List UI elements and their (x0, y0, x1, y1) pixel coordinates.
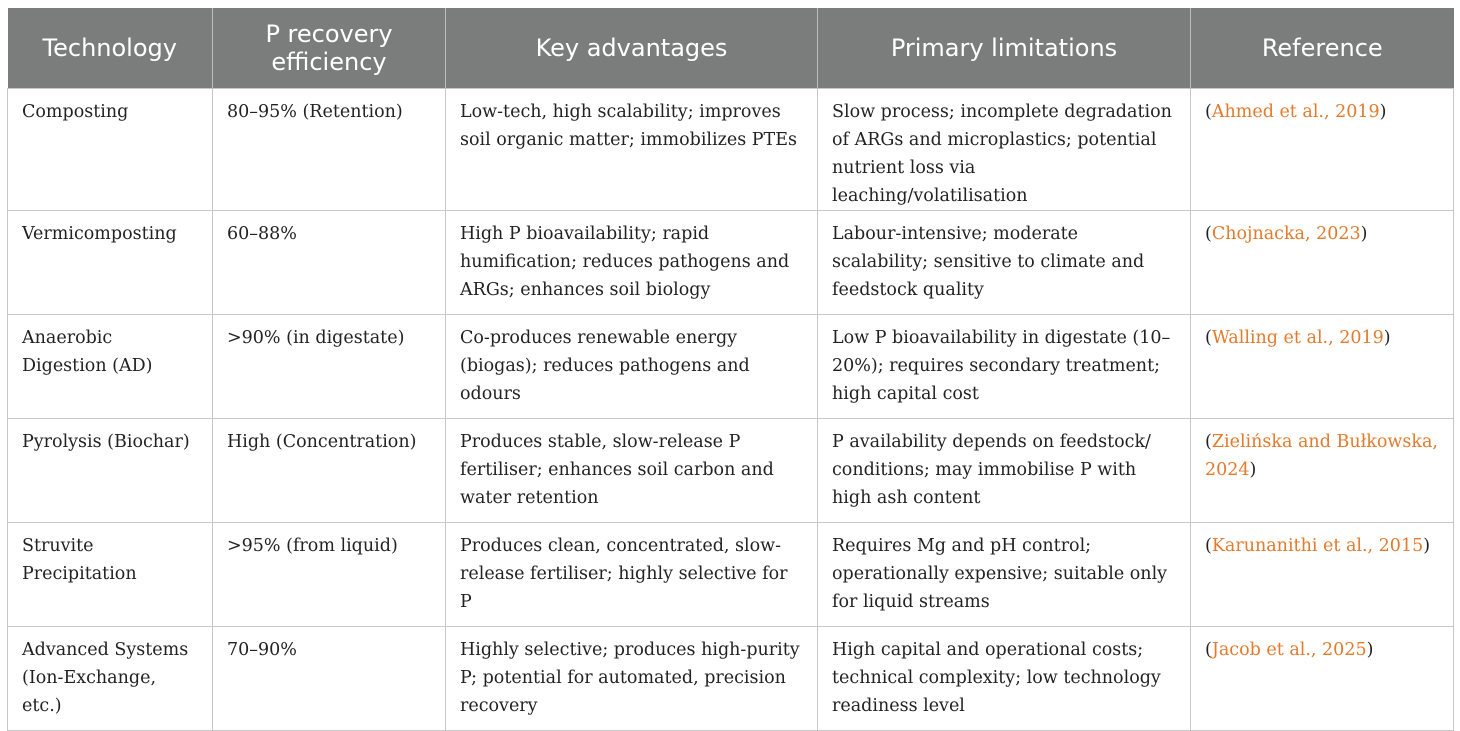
table-row (8, 418, 1454, 522)
cell-technology: Anaerobic Digestion (AD) (8, 314, 213, 418)
cell-advantages: Low-tech, high scalability; improves soil organic matter; immobilizes PTEs (446, 88, 818, 210)
technology-table-container (7, 8, 1453, 731)
cell-technology: Pyrolysis (Biochar) (8, 418, 213, 522)
cell-limitations: Slow process; incomplete degradation of ARGs and microplastics; potential nutrient loss via leaching/volatilisation (818, 88, 1191, 210)
cell-reference (1191, 88, 1454, 210)
cell-technology: Advanced Systems (Ion-Exchange, etc.) (8, 626, 213, 730)
cell-advantages: Highly selective; produces high-purity P; potential for automated, precision recovery (446, 626, 818, 730)
table-row (8, 88, 1454, 210)
reference-link[interactable]: Walling et al., 2019 (1211, 327, 1384, 348)
reference-open-paren: ( (1205, 535, 1212, 556)
reference-open-paren: ( (1205, 223, 1212, 244)
reference-link[interactable]: Zielińska and Bułkowska, 2024 (1205, 431, 1438, 480)
cell-efficiency: High (Concentration) (213, 418, 446, 522)
cell-reference (1191, 418, 1454, 522)
cell-advantages: Produces stable, slow-release P fertiliser; enhances soil carbon and water retention (446, 418, 818, 522)
cell-reference (1191, 626, 1454, 730)
cell-technology: Struvite Precipitation (8, 522, 213, 626)
reference-close-paren: ) (1366, 639, 1374, 660)
reference-close-paren: ) (1423, 535, 1431, 556)
cell-technology: Composting (8, 88, 213, 210)
cell-efficiency: 60–88% (213, 210, 446, 314)
reference-link[interactable]: Ahmed et al., 2019 (1211, 101, 1380, 122)
table-row (8, 522, 1454, 626)
cell-efficiency: >90% (in digestate) (213, 314, 446, 418)
table-header-row (8, 8, 1454, 88)
reference-open-paren: ( (1205, 431, 1212, 452)
reference-close-paren: ) (1360, 223, 1368, 244)
technology-comparison-table (7, 8, 1454, 731)
cell-limitations: Labour-intensive; moderate scalability; sensitive to climate and feedstock quality (818, 210, 1191, 314)
reference-close-paren: ) (1249, 459, 1257, 480)
table-row (8, 626, 1454, 730)
cell-efficiency: 70–90% (213, 626, 446, 730)
reference-link[interactable]: Jacob et al., 2025 (1211, 639, 1367, 660)
reference-close-paren: ) (1379, 101, 1387, 122)
table-row (8, 314, 1454, 418)
reference-open-paren: ( (1205, 101, 1212, 122)
cell-efficiency: 80–95% (Retention) (213, 88, 446, 210)
cell-advantages: Produces clean, concentrated, slow-release fertiliser; highly selective for P (446, 522, 818, 626)
cell-advantages: High P bioavailability; rapid humification; reduces pathogens and ARGs; enhances soil biology (446, 210, 818, 314)
header-technology: Technology (8, 8, 213, 88)
cell-limitations: Requires Mg and pH control; operationally expensive; suitable only for liquid streams (818, 522, 1191, 626)
reference-link[interactable]: Chojnacka, 2023 (1211, 223, 1361, 244)
cell-efficiency: >95% (from liquid) (213, 522, 446, 626)
cell-reference (1191, 210, 1454, 314)
header-reference: Reference (1191, 8, 1454, 88)
cell-limitations: Low P bioavailability in digestate (10–20%); requires secondary treatment; high capital cost (818, 314, 1191, 418)
header-primary-limitations: Primary limitations (818, 8, 1191, 88)
reference-open-paren: ( (1205, 327, 1212, 348)
cell-limitations: P availability depends on feedstock/ conditions; may immobilise P with high ash content (818, 418, 1191, 522)
cell-reference (1191, 522, 1454, 626)
cell-technology: Vermicomposting (8, 210, 213, 314)
header-p-recovery-efficiency: P recovery efficiency (213, 8, 446, 88)
cell-limitations: High capital and operational costs; technical complexity; low technology readiness level (818, 626, 1191, 730)
cell-advantages: Co-produces renewable energy (biogas); reduces pathogens and odours (446, 314, 818, 418)
reference-open-paren: ( (1205, 639, 1212, 660)
reference-link[interactable]: Karunanithi et al., 2015 (1211, 535, 1424, 556)
cell-reference (1191, 314, 1454, 418)
reference-close-paren: ) (1383, 327, 1391, 348)
header-key-advantages: Key advantages (446, 8, 818, 88)
table-row (8, 210, 1454, 314)
